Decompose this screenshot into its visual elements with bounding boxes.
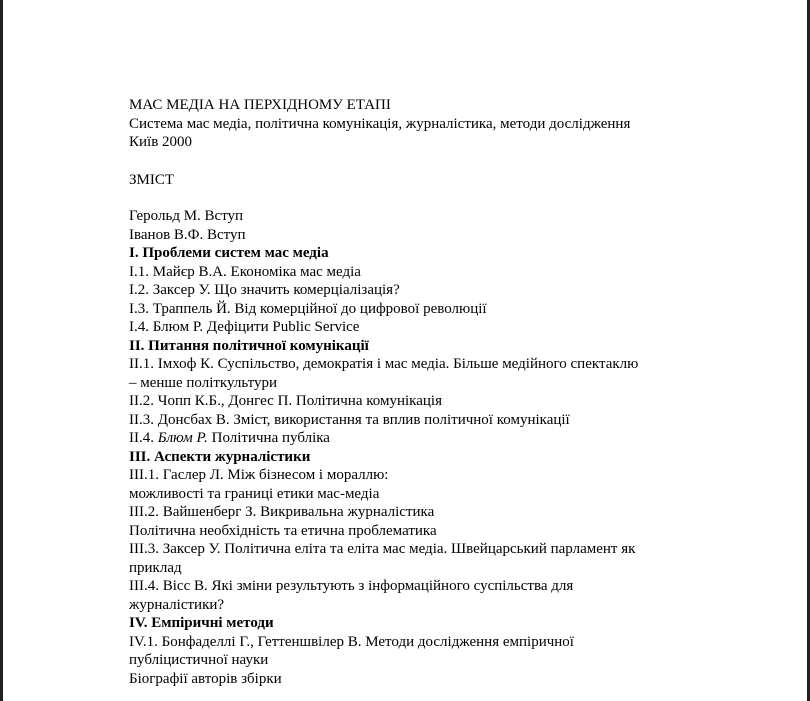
toc-item-prefix: ІІ.4. bbox=[129, 430, 158, 446]
toc-heading: ЗМІСТ bbox=[129, 171, 175, 188]
toc-item: ІІ.3. Донсбах В. Зміст, використання та вплив політичної комунікації bbox=[129, 411, 570, 428]
toc-item-author: Блюм Р. bbox=[157, 430, 208, 446]
book-place-year: Київ 2000 bbox=[129, 134, 193, 150]
toc-item: ІІ.1. Імхоф К. Суспільство, демократія і мас медіа. Більше медійного спектаклю bbox=[129, 356, 639, 372]
book-title: МАС МЕДІА НА ПЕРХІДНОМУ ЕТАПІ bbox=[129, 97, 391, 113]
section-heading: IV. Емпіричні методи bbox=[129, 615, 274, 631]
toc-item-title: Політична публіка bbox=[207, 430, 330, 446]
toc-item-continuation: Політична необхідність та етична проблематика bbox=[129, 522, 437, 539]
toc-item bbox=[129, 429, 729, 448]
toc-item: IV.1. Бонфаделлі Г., Геттеншвілер В. Методи дослідження емпіричної bbox=[129, 633, 574, 650]
toc-item: І.1. Майєр В.А. Економіка мас медіа bbox=[129, 263, 361, 280]
toc-item: ІІІ.1. Гаслер Л. Між бізнесом і мораллю: bbox=[129, 467, 389, 483]
toc-item-continuation: можливості та границі етики мас-медіа bbox=[129, 485, 380, 502]
book-subtitle: Система мас медіа, політична комунікація, журналістика, методи дослідження bbox=[129, 115, 631, 132]
toc-intro-item: Герольд М. Вступ bbox=[129, 208, 244, 224]
toc-item: Біографії авторів збірки bbox=[129, 670, 282, 687]
toc-item-continuation: приклад bbox=[129, 559, 182, 576]
toc-item-continuation: журналістики? bbox=[129, 596, 225, 613]
toc-intro-item: Іванов В.Ф. Вступ bbox=[129, 226, 246, 243]
toc-item: ІІ.2. Чопп К.Б., Донгес П. Політична комунікація bbox=[129, 393, 442, 409]
section-heading: ІІ. Питання політичної комунікації bbox=[129, 337, 369, 354]
section-heading: ІІІ. Аспекти журналістики bbox=[129, 448, 311, 465]
toc-item: ІІІ.2. Вайшенберг З. Викривальна журналістика bbox=[129, 504, 435, 520]
toc-item-continuation: – менше політкультури bbox=[129, 374, 277, 391]
toc-item: ІІІ.4. Вісс В. Які зміни результують з інформаційного суспільства для bbox=[129, 578, 574, 594]
toc-item-continuation: публіцистичної науки bbox=[129, 652, 269, 668]
toc-item: І.3. Траппель Й. Від комерційної до цифрової революції bbox=[129, 300, 487, 317]
toc-item: І.2. Заксер У. Що значить комерціалізація? bbox=[129, 282, 400, 298]
section-heading: І. Проблеми систем мас медіа bbox=[129, 245, 329, 261]
toc-item: І.4. Блюм Р. Дефіцити Public Service bbox=[129, 319, 360, 335]
toc-item: ІІІ.3. Заксер У. Політична еліта та еліта мас медіа. Швейцарський парламент як bbox=[129, 541, 636, 557]
document-content bbox=[129, 96, 729, 688]
